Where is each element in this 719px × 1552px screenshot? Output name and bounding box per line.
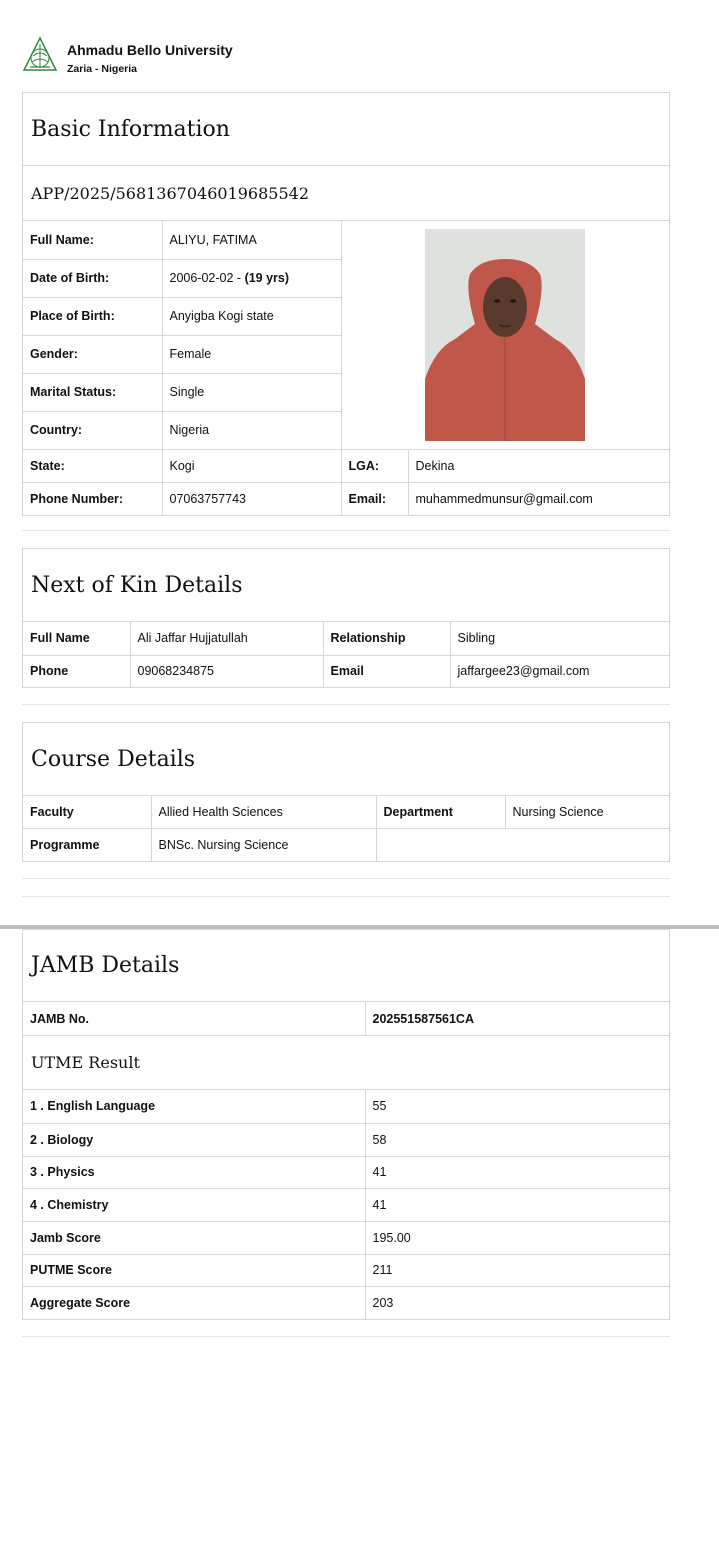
table-row [23,1002,669,1035]
table-row [23,449,669,482]
course-details-card [22,722,670,862]
table-row [23,1188,669,1221]
putme-score-label: PUTME Score [23,1254,365,1286]
dob-value [162,259,341,297]
application-number: APP/2025/5681367046019685542 [23,166,669,221]
course-details-title: Course Details [23,723,669,796]
kin-phone-value: 09068234875 [130,655,323,687]
photo-cell [341,221,669,449]
jamb-number-label: JAMB No. [23,1002,365,1035]
country-label: Country: [23,411,162,449]
subject-label: 4 . Chemistry [23,1188,365,1221]
jamb-score-label: Jamb Score [23,1221,365,1254]
subject-label: 1 . English Language [23,1090,365,1123]
divider [22,704,670,705]
table-row [23,1221,669,1254]
next-of-kin-table [23,622,669,687]
table-row [23,796,669,828]
table-row [23,1286,669,1319]
kin-relationship-value: Sibling [450,622,669,655]
course-details-table [23,796,669,861]
dob-label: Date of Birth: [23,259,162,297]
subject-score: 58 [365,1123,669,1156]
marital-status-value: Single [162,373,341,411]
pob-label: Place of Birth: [23,297,162,335]
jamb-score-value: 195.00 [365,1221,669,1254]
pob-value: Anyigba Kogi state [162,297,341,335]
divider [22,896,670,897]
page-header [22,36,422,78]
divider [22,530,670,531]
subject-score: 41 [365,1188,669,1221]
programme-label: Programme [23,828,151,861]
subject-score: 41 [365,1156,669,1188]
table-row [23,482,669,515]
subject-label: 2 . Biology [23,1123,365,1156]
utme-result-title: UTME Result [23,1035,669,1090]
aggregate-score-label: Aggregate Score [23,1286,365,1319]
divider [22,1336,670,1337]
subject-score: 55 [365,1090,669,1123]
kin-relationship-label: Relationship [323,622,450,655]
dob-age: (19 yrs) [244,271,290,285]
table-row [23,221,669,259]
basic-info-table [23,221,669,515]
jamb-details-card [22,929,670,1320]
jamb-number-value: 202551587561CA [365,1002,669,1035]
applicant-photo [425,229,585,441]
department-label: Department [376,796,505,828]
faculty-label: Faculty [23,796,151,828]
table-row [23,655,669,687]
country-value: Nigeria [162,411,341,449]
table-row [23,828,669,861]
full-name-value: ALIYU, FATIMA [162,221,341,259]
basic-info-card [22,92,670,516]
email-label: Email: [341,482,408,515]
marital-status-label: Marital Status: [23,373,162,411]
state-label: State: [23,449,162,482]
table-row [23,1254,669,1286]
empty-cell [376,828,669,861]
lga-value: Dekina [408,449,669,482]
subject-label: 3 . Physics [23,1156,365,1188]
putme-score-value: 211 [365,1254,669,1286]
kin-name-value: Ali Jaffar Hujjatullah [130,622,323,655]
full-name-label: Full Name: [23,221,162,259]
table-row [23,622,669,655]
phone-value: 07063757743 [162,482,341,515]
university-name: Ahmadu Bello University [67,42,233,58]
next-of-kin-title: Next of Kin Details [23,549,669,622]
faculty-value: Allied Health Sciences [151,796,376,828]
gender-label: Gender: [23,335,162,373]
kin-email-value: jaffargee23@gmail.com [450,655,669,687]
lga-label: LGA: [341,449,408,482]
divider [22,878,670,879]
university-logo-icon [22,36,58,72]
kin-email-label: Email [323,655,450,687]
state-value: Kogi [162,449,341,482]
aggregate-score-value: 203 [365,1286,669,1319]
dob-date: 2006-02-02 - [169,271,245,285]
table-row [23,1156,669,1188]
gender-value: Female [162,335,341,373]
table-row [23,1123,669,1156]
programme-value: BNSc. Nursing Science [151,828,376,861]
phone-label: Phone Number: [23,482,162,515]
kin-name-label: Full Name [23,622,130,655]
basic-info-title: Basic Information [23,93,669,166]
university-location: Zaria - Nigeria [67,63,138,75]
jamb-number-table [23,1002,669,1035]
next-of-kin-card [22,548,670,688]
kin-phone-label: Phone [23,655,130,687]
email-value: muhammedmunsur@gmail.com [408,482,669,515]
department-value: Nursing Science [505,796,669,828]
table-row [23,1090,669,1123]
jamb-details-title: JAMB Details [23,930,669,1002]
utme-result-table [23,1090,669,1319]
